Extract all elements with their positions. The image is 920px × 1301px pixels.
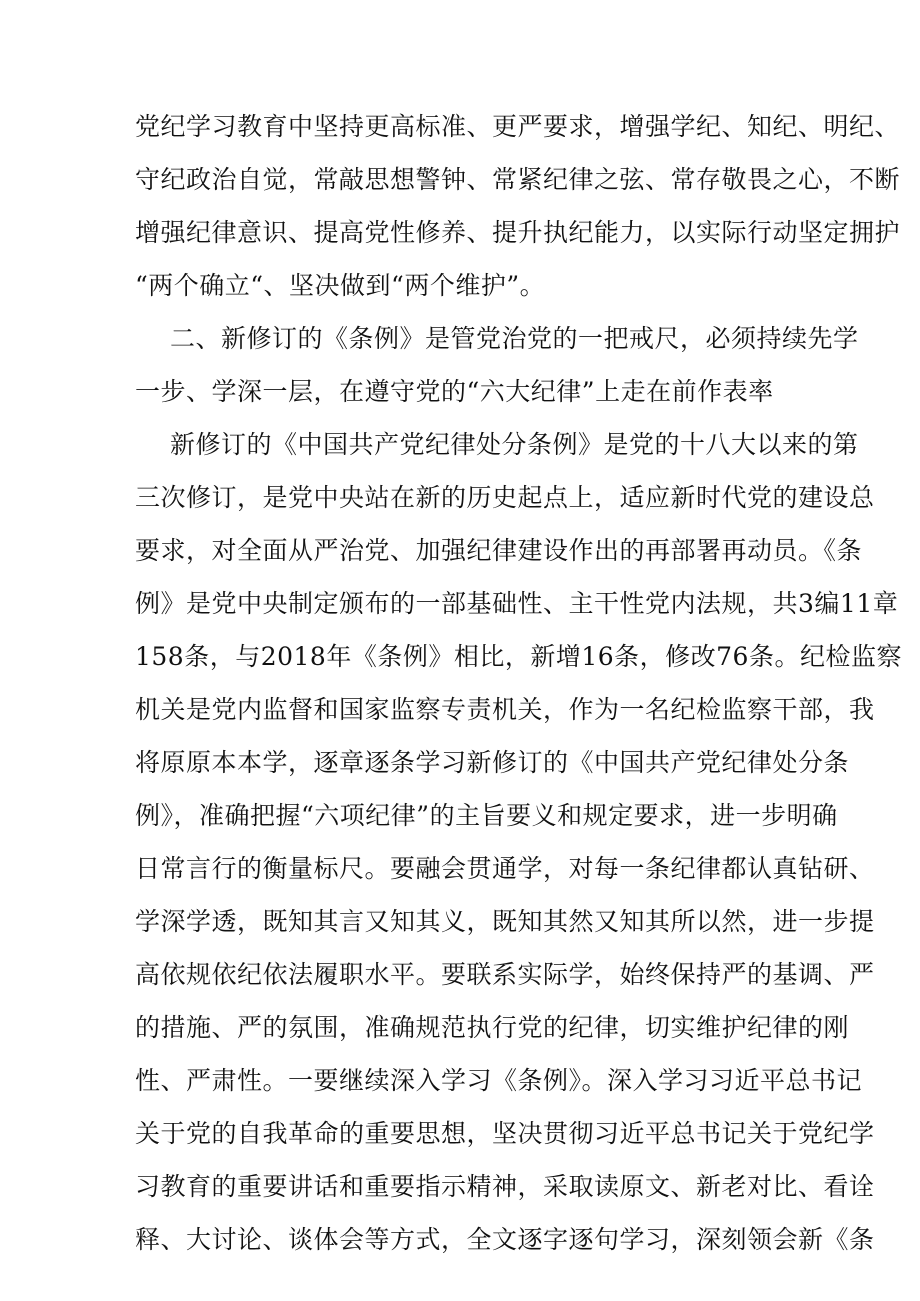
text-line: 学深学透，既知其言又知其义，既知其然又知其所以然，进一步提 <box>135 907 875 936</box>
text-line: 关于党的自我革命的重要思想，坚决贯彻习近平总书记关于党纪学 <box>135 1119 875 1148</box>
text-line: 新修订的《中国共产党纪律处分条例》是党的十八大以来的第 <box>170 430 859 459</box>
text-line: 的措施、严的氛围，准确规范执行党的纪律，切实维护纪律的刚 <box>135 1013 850 1042</box>
text-line: 要求，对全面从严治党、加强纪律建设作出的再部署再动员。《条 <box>135 536 863 565</box>
text-line: 守纪政治自觉，常敲思想警钟、常紧纪律之弦、常存敬畏之心，不断 <box>135 165 901 194</box>
text-line: 性、严肃性。一要继续深入学习《条例》。深入学习习近平总书记 <box>135 1066 863 1095</box>
text-line: 增强纪律意识、提高党性修养、提升执纪能力，以实际行动坚定拥护 <box>135 218 901 247</box>
section-heading-line: 二、新修订的《条例》是管党治党的一把戒尺，必须持续先学 <box>170 324 859 353</box>
text-line: 例》是党中央制定颁布的一部基础性、主干性党内法规，共3编11章 <box>135 589 899 618</box>
text-line: 例》，准确把握“六项纪律”的主旨要义和规定要求，进一步明确 <box>135 801 838 830</box>
text-line: 将原原本本学，逐章逐条学习新修订的《中国共产党纪律处分条 <box>135 748 850 777</box>
text-line: 释、大讨论、谈体会等方式，全文逐字逐句学习，深刻领会新《条 <box>135 1225 875 1254</box>
text-line: 机关是党内监督和国家监察专责机关，作为一名纪检监察干部，我 <box>135 695 875 724</box>
section-heading-line: 一步、学深一层，在遵守党的“六大纪律”上走在前作表率 <box>135 377 774 406</box>
text-line: 日常言行的衡量标尺。要融会贯通学，对每一条纪律都认真钻研、 <box>135 854 875 883</box>
text-line: 高依规依纪依法履职水平。要联系实际学，始终保持严的基调、严 <box>135 960 875 989</box>
text-line: “两个确立“、坚决做到“两个维护”。 <box>135 271 546 300</box>
text-line: 党纪学习教育中坚持更高标准、更严要求，增强学纪、知纪、明纪、 <box>135 112 901 141</box>
text-line: 三次修订，是党中央站在新的历史起点上，适应新时代党的建设总 <box>135 483 875 512</box>
text-line: 158条，与2018年《条例》相比，新增16条，修改76条。纪检监察 <box>135 642 902 671</box>
text-line: 习教育的重要讲话和重要指示精神，采取读原文、新老对比、看诠 <box>135 1172 875 1201</box>
